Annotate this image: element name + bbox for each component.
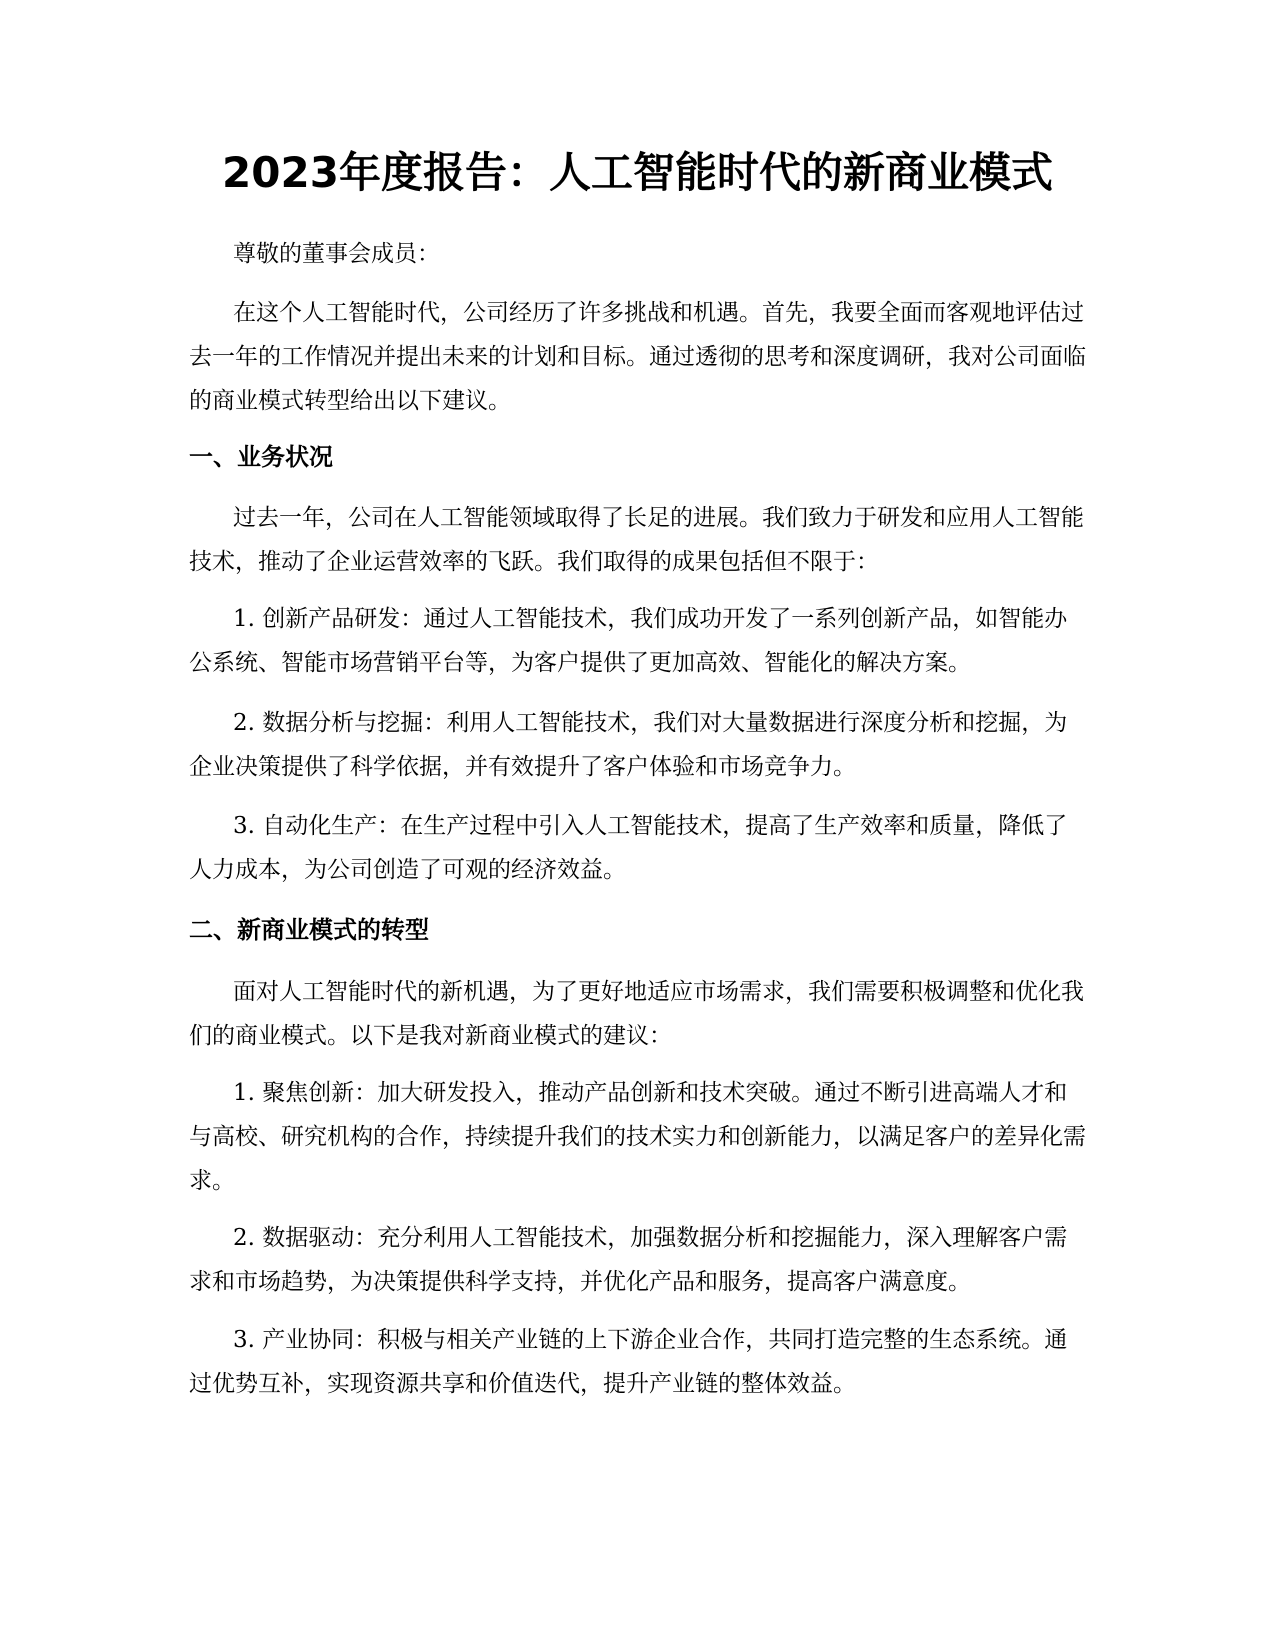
section2-list-item: 2. 数据驱动：充分利用人工智能技术，加强数据分析和挖掘能力，深入理解客户需求和市场趋势，为决策提供科学支持，并优化产品和服务，提高客户满意度。 [189, 1225, 1068, 1295]
section2-list-item: 3. 产业协同：积极与相关产业链的上下游企业合作，共同打造完整的生态系统。通过优势互补，实现资源共享和价值迭代，提升产业链的整体效益。 [189, 1327, 1068, 1397]
section-heading-business-status: 一、业务状况 [189, 443, 333, 471]
intro-paragraph: 在这个人工智能时代，公司经历了许多挑战和机遇。首先，我要全面而客观地评估过去一年的工作情况并提出未来的计划和目标。通过透彻的思考和深度调研，我对公司面临的商业模式转型给出以下建议。 [189, 300, 1086, 414]
section-heading-new-business-model: 二、新商业模式的转型 [189, 916, 429, 944]
section1-list-item: 1. 创新产品研发：通过人工智能技术，我们成功开发了一系列创新产品，如智能办公系统、智能市场营销平台等，为客户提供了更加高效、智能化的解决方案。 [189, 606, 1068, 676]
section2-intro-paragraph: 面对人工智能时代的新机遇，为了更好地适应市场需求，我们需要积极调整和优化我们的商业模式。以下是我对新商业模式的建议： [189, 979, 1084, 1049]
section1-list-item: 3. 自动化生产：在生产过程中引入人工智能技术，提高了生产效率和质量，降低了人力成本，为公司创造了可观的经济效益。 [189, 813, 1068, 883]
section2-list-item: 1. 聚焦创新：加大研发投入，推动产品创新和技术突破。通过不断引进高端人才和与高校、研究机构的合作，持续提升我们的技术实力和创新能力，以满足客户的差异化需求。 [189, 1080, 1086, 1194]
section1-list-item: 2. 数据分析与挖掘：利用人工智能技术，我们对大量数据进行深度分析和挖掘，为企业决策提供了科学依据，并有效提升了客户体验和市场竞争力。 [189, 710, 1068, 780]
section1-intro-paragraph: 过去一年，公司在人工智能领域取得了长足的进展。我们致力于研发和应用人工智能技术，推动了企业运营效率的飞跃。我们取得的成果包括但不限于： [189, 505, 1084, 575]
document-title: 2023年度报告：人工智能时代的新商业模式 [222, 148, 1053, 197]
salutation: 尊敬的董事会成员： [233, 241, 440, 267]
